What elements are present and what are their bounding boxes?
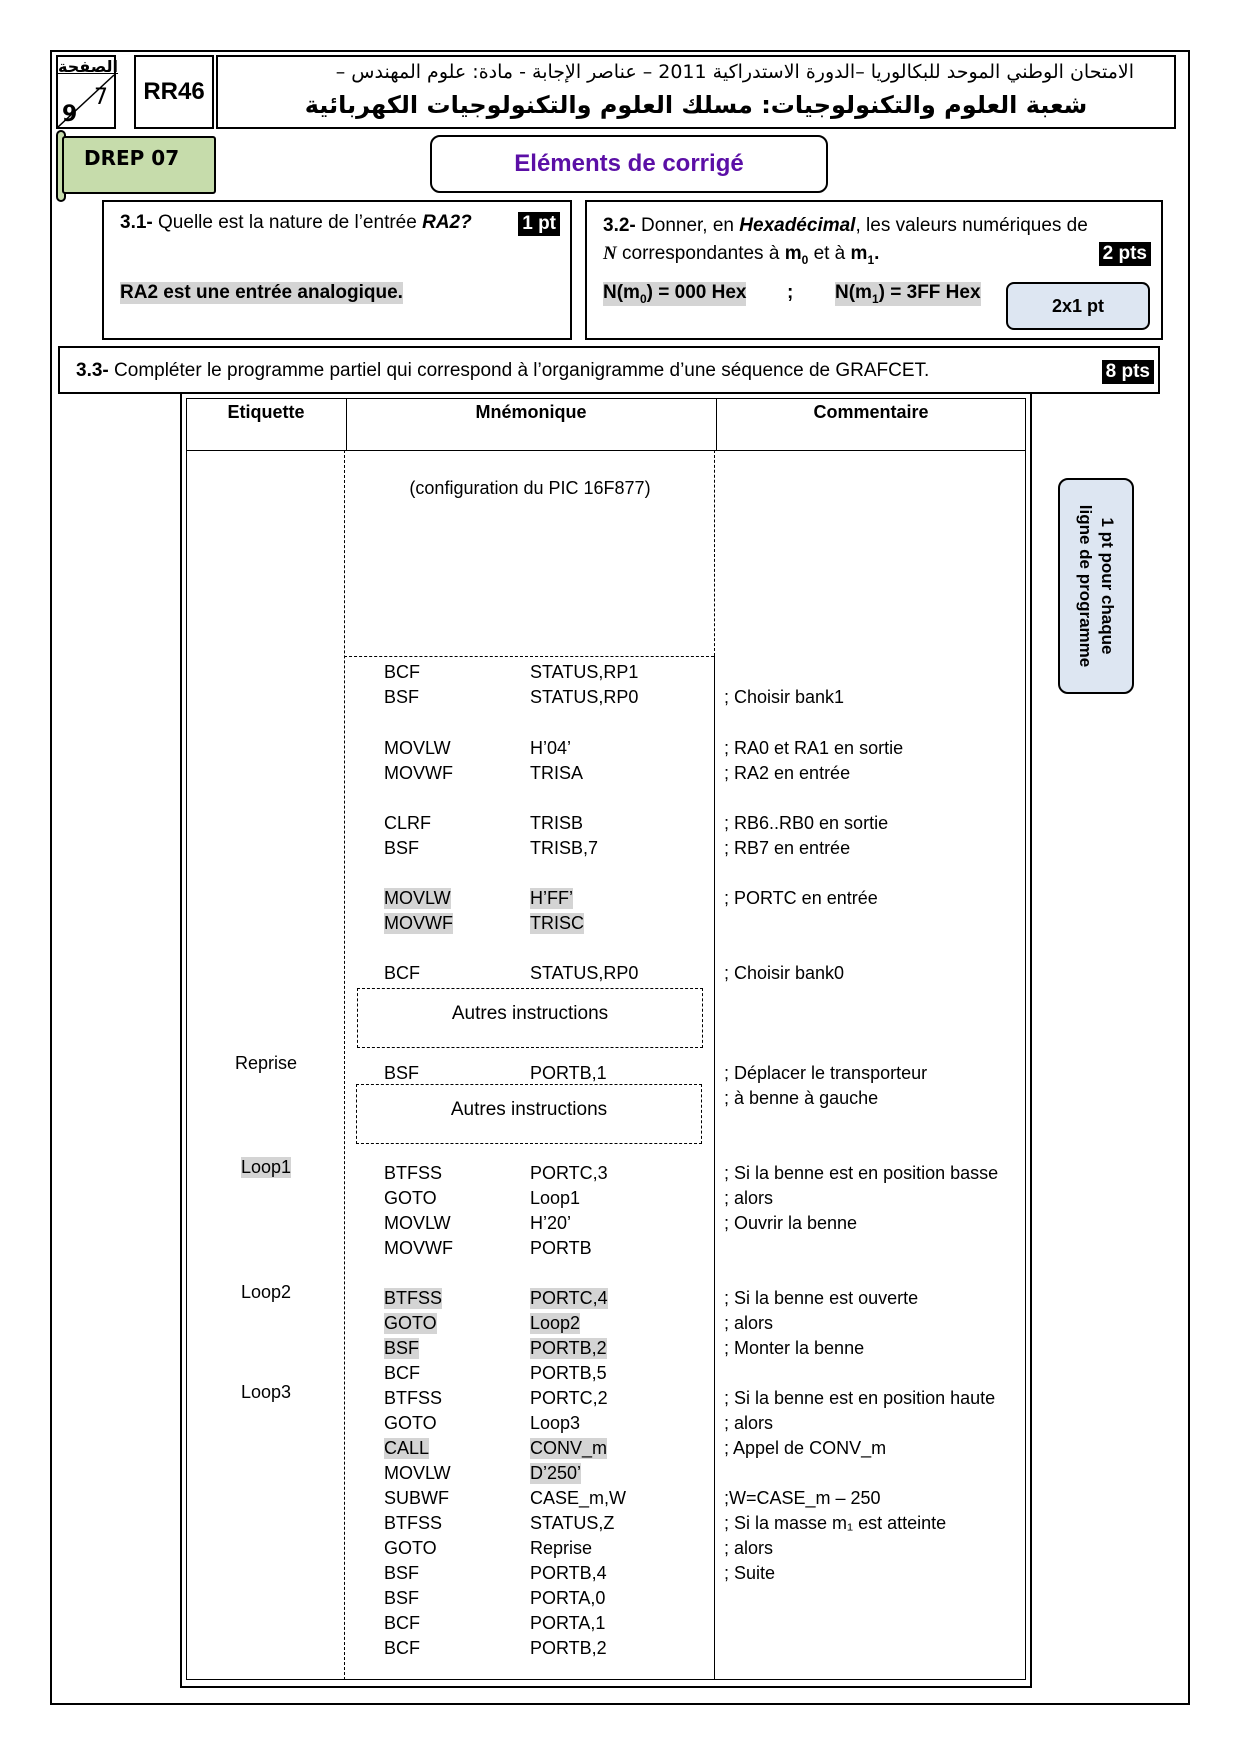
row-mnemonic: BSF <box>384 1063 420 1083</box>
row-comment: ; Monter la benne <box>724 1338 865 1358</box>
row-mnemonic: BTFSS <box>384 1388 443 1408</box>
row-mnemonic: MOVWF <box>384 1238 453 1258</box>
answer-3-1: RA2 est une entrée analogique. <box>120 282 403 303</box>
row-operand: TRISC <box>530 913 584 933</box>
input-name: RA2? <box>422 212 472 233</box>
row-operand: H’FF’ <box>530 888 573 908</box>
row-comment: ; Choisir bank1 <box>724 687 845 707</box>
row-comment: ; alors <box>724 1538 774 1558</box>
other-instructions-box-2 <box>356 1084 702 1144</box>
row-mnemonic: BCF <box>384 662 420 682</box>
row-label: Reprise <box>235 1053 298 1073</box>
row-operand: TRISB,7 <box>530 838 599 858</box>
row-operand: H’20’ <box>530 1213 572 1233</box>
row-operand: STATUS,Z <box>530 1513 615 1533</box>
question-number: 3.2- <box>603 215 636 236</box>
row-operand: PORTC,2 <box>530 1388 608 1408</box>
answer-m1-pre: N(m <box>835 282 872 303</box>
row-operand: PORTB,5 <box>530 1363 607 1383</box>
answer-m0-post: ) = 000 Hex <box>646 282 747 303</box>
row-mnemonic: MOVLW <box>384 1463 451 1483</box>
row-mnemonic: CLRF <box>384 813 432 833</box>
row-operand: TRISB <box>530 813 584 833</box>
question-3-3 <box>76 360 929 382</box>
row-label: Loop1 <box>241 1157 292 1177</box>
row-comment: ; Si la masse m₁ est atteinte <box>724 1513 947 1533</box>
question-3-1-box <box>102 200 572 340</box>
side-note <box>1058 478 1134 694</box>
points-badge: 8 pts <box>1102 360 1154 384</box>
row-comment: ; RA0 et RA1 en sortie <box>724 738 904 758</box>
exam-title-line1: الامتحان الوطني الموحد للبكالوريا –الدورة الاستدراكية 2011 – عناصر الإجابة - مادة: علوم المهندس – <box>335 61 1134 83</box>
row-mnemonic: BTFSS <box>384 1288 443 1308</box>
row-operand: Loop2 <box>530 1313 581 1333</box>
row-mnemonic: MOVLW <box>384 1213 451 1233</box>
row-comment: ; Suite <box>724 1563 776 1583</box>
page-number: 7 <box>94 85 108 110</box>
n-symbol: N <box>603 243 617 264</box>
row-operand: CASE_m,W <box>530 1488 627 1508</box>
row-mnemonic: SUBWF <box>384 1488 449 1508</box>
row-comment: ; PORTC en entrée <box>724 888 878 908</box>
row-mnemonic: MOVLW <box>384 888 451 908</box>
row-operand: D’250’ <box>530 1463 582 1483</box>
answer-separator: ; <box>787 282 794 303</box>
page-number-box <box>56 55 119 129</box>
exam-code: RR46 <box>134 55 214 129</box>
dot: . <box>874 243 880 264</box>
question-3-2 <box>603 212 1151 274</box>
row-operand: STATUS,RP0 <box>530 963 639 983</box>
row-operand: PORTB,1 <box>530 1063 607 1083</box>
row-label: Loop3 <box>241 1382 292 1402</box>
answer-m0-sub: 0 <box>639 291 647 306</box>
points-badge: 1 pt <box>518 212 560 236</box>
row-mnemonic: BSF <box>384 1588 420 1608</box>
other-instructions-1: Autres instructions <box>451 1003 609 1024</box>
m1-symbol: m <box>850 243 868 264</box>
row-operand: PORTC,3 <box>530 1163 608 1183</box>
row-mnemonic: BCF <box>384 1613 420 1633</box>
question-number: 3.3- <box>76 360 109 381</box>
question-text-b: , les valeurs numériques de <box>855 215 1088 236</box>
answer-m0 <box>603 282 746 306</box>
question-number: 3.1- <box>120 212 153 233</box>
row-operand: Reprise <box>530 1538 593 1558</box>
row-operand: PORTC,4 <box>530 1288 608 1308</box>
row-comment: ; alors <box>724 1313 774 1333</box>
row-mnemonic: BCF <box>384 963 420 983</box>
row-mnemonic: BTFSS <box>384 1513 443 1533</box>
side-note-line1: 1 pt pour chaque <box>1098 517 1117 655</box>
row-comment: ; Si la benne est en position basse <box>724 1163 999 1183</box>
row-mnemonic: BTFSS <box>384 1163 443 1183</box>
bareme-badge: 2x1 pt <box>1006 282 1150 330</box>
row-comment: ; Déplacer le transporteur <box>724 1063 928 1083</box>
answer-m1 <box>835 282 981 306</box>
row-operand: PORTB <box>530 1238 592 1258</box>
section-title: Eléments de corrigé <box>430 135 828 193</box>
config-right-guide <box>714 450 715 656</box>
drep-label: DREP 07 <box>62 136 216 194</box>
config-top-guide <box>344 450 714 451</box>
answer-m0-pre: N(m <box>603 282 640 303</box>
row-mnemonic: MOVWF <box>384 763 453 783</box>
config-note: (configuration du PIC 16F877) <box>409 478 651 498</box>
row-mnemonic: GOTO <box>384 1413 437 1433</box>
row-operand: CONV_m <box>530 1438 608 1458</box>
side-note-text <box>1074 505 1118 667</box>
row-operand: PORTA,1 <box>530 1613 606 1633</box>
answer-m1-post: ) = 3FF Hex <box>878 282 981 303</box>
row-mnemonic: GOTO <box>384 1313 437 1333</box>
row-operand: Loop3 <box>530 1413 581 1433</box>
row-mnemonic: BSF <box>384 1338 420 1358</box>
question-text-c: correspondantes à <box>622 243 780 264</box>
row-mnemonic: BSF <box>384 687 420 707</box>
row-comment: ; à benne à gauche <box>724 1088 879 1108</box>
row-operand: STATUS,RP0 <box>530 687 639 707</box>
row-comment: ; RA2 en entrée <box>724 763 851 783</box>
side-note-line2: ligne de programme <box>1076 504 1095 668</box>
row-comment: ; alors <box>724 1413 774 1433</box>
row-comment: ; RB6..RB0 en sortie <box>724 813 889 833</box>
header-mnemonique: Mnémonique <box>475 402 587 422</box>
row-mnemonic: CALL <box>384 1438 430 1458</box>
points-badge: 2 pts <box>1099 242 1151 266</box>
exam-title-box <box>216 55 1176 129</box>
mnemonic-left-guide <box>344 450 345 1680</box>
row-operand: TRISA <box>530 763 584 783</box>
row-mnemonic: BSF <box>384 838 420 858</box>
row-comment: ; RB7 en entrée <box>724 838 851 858</box>
other-instructions-box-1 <box>357 988 703 1048</box>
question-text-a: Donner, en <box>641 215 734 236</box>
answer-m1-sub: 1 <box>871 291 879 306</box>
m1-subscript: 1 <box>867 252 875 267</box>
question-text: Quelle est la nature de l’entrée <box>158 212 417 233</box>
row-operand: H’04’ <box>530 738 572 758</box>
row-comment: ; Si la benne est en position haute <box>724 1388 996 1408</box>
row-comment: ; alors <box>724 1188 774 1208</box>
row-mnemonic: BCF <box>384 1363 420 1383</box>
row-operand: PORTA,0 <box>530 1588 606 1608</box>
row-comment: ; Ouvrir la benne <box>724 1213 858 1233</box>
m0-subscript: 0 <box>801 252 809 267</box>
row-mnemonic: GOTO <box>384 1188 437 1208</box>
question-3-3-box <box>58 346 1160 394</box>
row-mnemonic: BSF <box>384 1563 420 1583</box>
comment-left-border <box>714 656 715 1680</box>
row-operand: PORTB,2 <box>530 1338 607 1358</box>
row-comment: ;W=CASE_m – 250 <box>724 1488 881 1508</box>
row-mnemonic: MOVLW <box>384 738 451 758</box>
m0-symbol: m <box>784 243 802 264</box>
header-etiquette: Etiquette <box>227 402 305 422</box>
row-comment: ; Si la benne est ouverte <box>724 1288 919 1308</box>
page-label: الصفحة <box>58 57 119 76</box>
other-instructions-2: Autres instructions <box>450 1099 608 1120</box>
row-mnemonic: GOTO <box>384 1538 437 1558</box>
row-operand: Loop1 <box>530 1188 581 1208</box>
question-3-1 <box>120 212 472 234</box>
row-comment: ; Appel de CONV_m <box>724 1438 887 1458</box>
hex-word: Hexadécimal <box>739 215 856 236</box>
exam-title-line2: شعبة العلوم والتكنولوجيات: مسلك العلوم والتكنولوجيات الكهربائية <box>304 91 1088 119</box>
row-mnemonic: BCF <box>384 1638 420 1658</box>
row-operand: STATUS,RP1 <box>530 662 639 682</box>
and-text: et à <box>813 243 846 264</box>
row-mnemonic: MOVWF <box>384 913 453 933</box>
row-comment: ; Choisir bank0 <box>724 963 845 983</box>
page-total: 9 <box>62 102 78 127</box>
row-label: Loop2 <box>241 1282 292 1302</box>
row-operand: PORTB,4 <box>530 1563 607 1583</box>
config-bottom-guide <box>344 656 714 657</box>
question-text: Compléter le programme partiel qui correspond à l’organigramme d’une séquence de GRAFCET. <box>114 360 930 381</box>
header-commentaire: Commentaire <box>813 402 929 422</box>
row-operand: PORTB,2 <box>530 1638 607 1658</box>
